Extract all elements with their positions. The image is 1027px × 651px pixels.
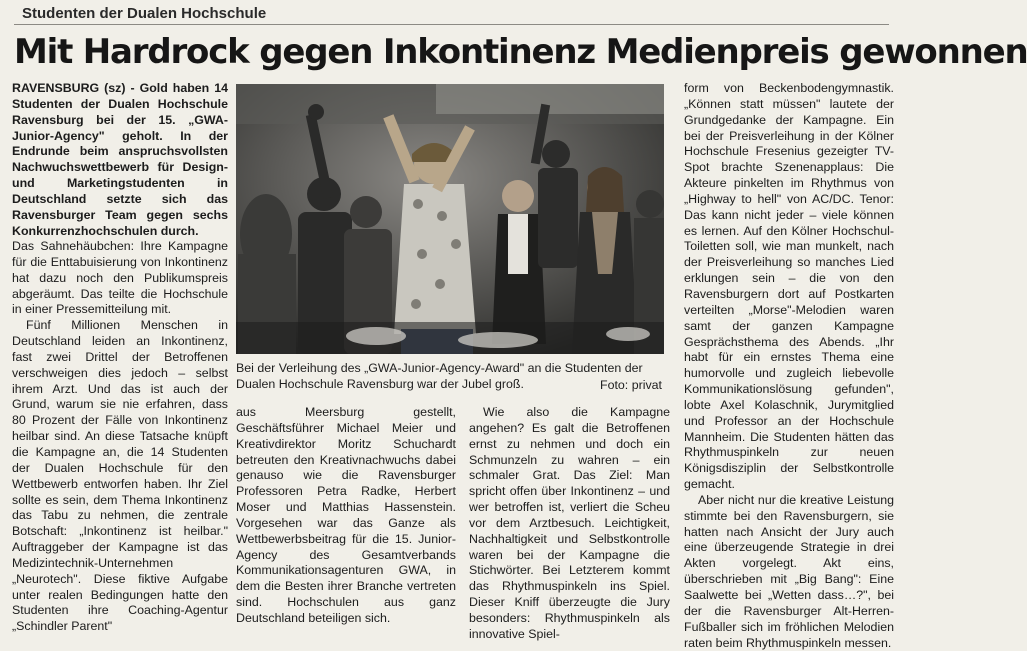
photo-caption: [236, 360, 666, 394]
body-paragraph: aus Meersburg gestellt, Geschäftsführer Michael Meier und Kreativdirektor Moritz Schuchardt betreuten den Kreativnachwuchs dabei genauso wie die Ravensburger Professoren Petra Radke, Herbert Moser und Matthias Hassenstein. Vorgesehen war das Ganze als Wettbewerbsbeitrag für die 15. Junior-Agency des Gesamtverbands Kommunikationsagenturen GWA, in dem die Besten ihrer Branche vertreten sind. Hochschulen aus ganz Deutschland beteiligen sich.: [236, 405, 456, 625]
article-column-1: [12, 239, 228, 634]
section-divider: [14, 24, 889, 25]
body-paragraph: form von Beckenbodengymnastik. „Können statt müssen" lautete der Grundgedanke der Kampagne. Ein bei der Preisverleihung in der Kölner Hochschule Fresenius gezeigter TV-Spot brachte Szenenapplaus: Die Akteure pinkelten im Rhythmus von „Highway to hell" von AC/DC. Tenor: Das kann nicht jeder – viele können es lernen. Auf den Kölner Hochschul-Toiletten soll, wie man munkelt, nach der Preisverleihung so manches Lied erklungen sein – die von den Ravensburgern dort auf Postkarten verteilten „Morse"-Melodien waren samt der ganzen Kampagne Gesprächsthema des Abends. „Ihr habt für ein ernstes Thema eine humorvolle und zugleich liebevolle Kommunikationslösung gefunden", lobte Axel Kolaschnik, Jurymitglied und Professor an der Hochschule Mannheim. Die Studenten hätten das Rhythmuspinkeln zur neuen Königsdisziplin der Selbstkontrolle gemacht.: [684, 81, 894, 492]
section-label: Studenten der Dualen Hochschule: [22, 5, 267, 22]
body-paragraph: Aber nicht nur die kreative Leistung stimmte bei den Ravensburgern, sie hatten nach Ansicht der Jury auch eine überzeugende Strategie in drei Akten vorgelegt. Akt eins, überschrieben mit „Big Bang": Eine Saalwette bei „Wetten dass…?", bei der die Ravensburger Alt-Herren-Fußballer sich im fröhlichen Melodien raten beim Rhythmuspinkeln messen.: [684, 492, 894, 650]
photo-credit: Foto: privat: [600, 378, 662, 392]
celebration-photo-image: [236, 84, 664, 354]
body-paragraph: Wie also die Kampagne angehen? Es galt die Betroffenen ernst zu nehmen und doch ein Schmunzeln zu wahren – ein schmaler Grat. Das Ziel: Man spricht offen über Inkontinenz – und wer betroffen ist, verliert die Scheu vor dem Arztbesuch. Leichtigkeit, Nachhaltigkeit und Selbstkontrolle waren bei der Kampagne die Stichwörter. Bei Letzterem kommt das Rhythmuspinkeln ins Spiel. Dieser Kniff überzeugte die Jury besonders: Rhythmuspinkeln als innovative Spiel-: [469, 405, 670, 641]
article-photo: [236, 84, 664, 354]
article-column-2: [236, 405, 456, 625]
photo-caption-text: Bei der Verleihung des „GWA-Junior-Agency-Award" an die Studenten der Dualen Hochschule Ravensburg war der Jubel groß.: [236, 361, 643, 391]
article-lead: [12, 81, 228, 238]
article-column-3: [469, 405, 670, 641]
article-headline: Mit Hardrock gegen Inkontinenz Medienpreis gewonnen: [14, 32, 1027, 72]
body-paragraph: Fünf Millionen Menschen in Deutschland leiden an Inkontinenz, fast zwei Drittel der Betroffenen verschweigen dies jedoch – selbst ihrem Arzt. Und das ist auch der Grund, warum sie nie erfahren, dass 80 Prozent der Fälle von Inkontinenz heilbar sind. An diese Tatsache knüpft die Kampagne an, die 14 Studenten der Dualen Hochschule für den Wettbewerb entworfen haben. Ihr Ziel sollte es sein, dem Thema Inkontinenz das Tabu zu nehmen, die zentrale Botschaft: „Inkontinenz ist heilbar." Auftraggeber der Kampagne ist das Medizintechnik-Unternehmen „Neurotech". Diese fiktive Aufgabe unter realen Bedingungen hatte den Studenten ihre Coaching-Agentur „Schindler Parent": [12, 318, 228, 634]
lead-paragraph: RAVENSBURG (sz) - Gold haben 14 Studenten der Dualen Hochschule Ravensburg bei der 15. „GWA-Junior-Agency" geholt. In der Endrunde beim anspruchsvollsten Nachwuchswettbewerb für Design- und Marketingstudenten in Deutschland setzte sich das Ravensburger Team gegen sechs Konkurrenzhochschulen durch.: [12, 81, 228, 238]
body-paragraph: Das Sahnehäubchen: Ihre Kampagne für die Enttabuisierung von Inkontinenz hat dazu noch den Publikumspreis abgeräumt. Das teilte die Hochschule in einer Pressemitteilung mit.: [12, 239, 228, 317]
article-column-4: [684, 81, 894, 650]
